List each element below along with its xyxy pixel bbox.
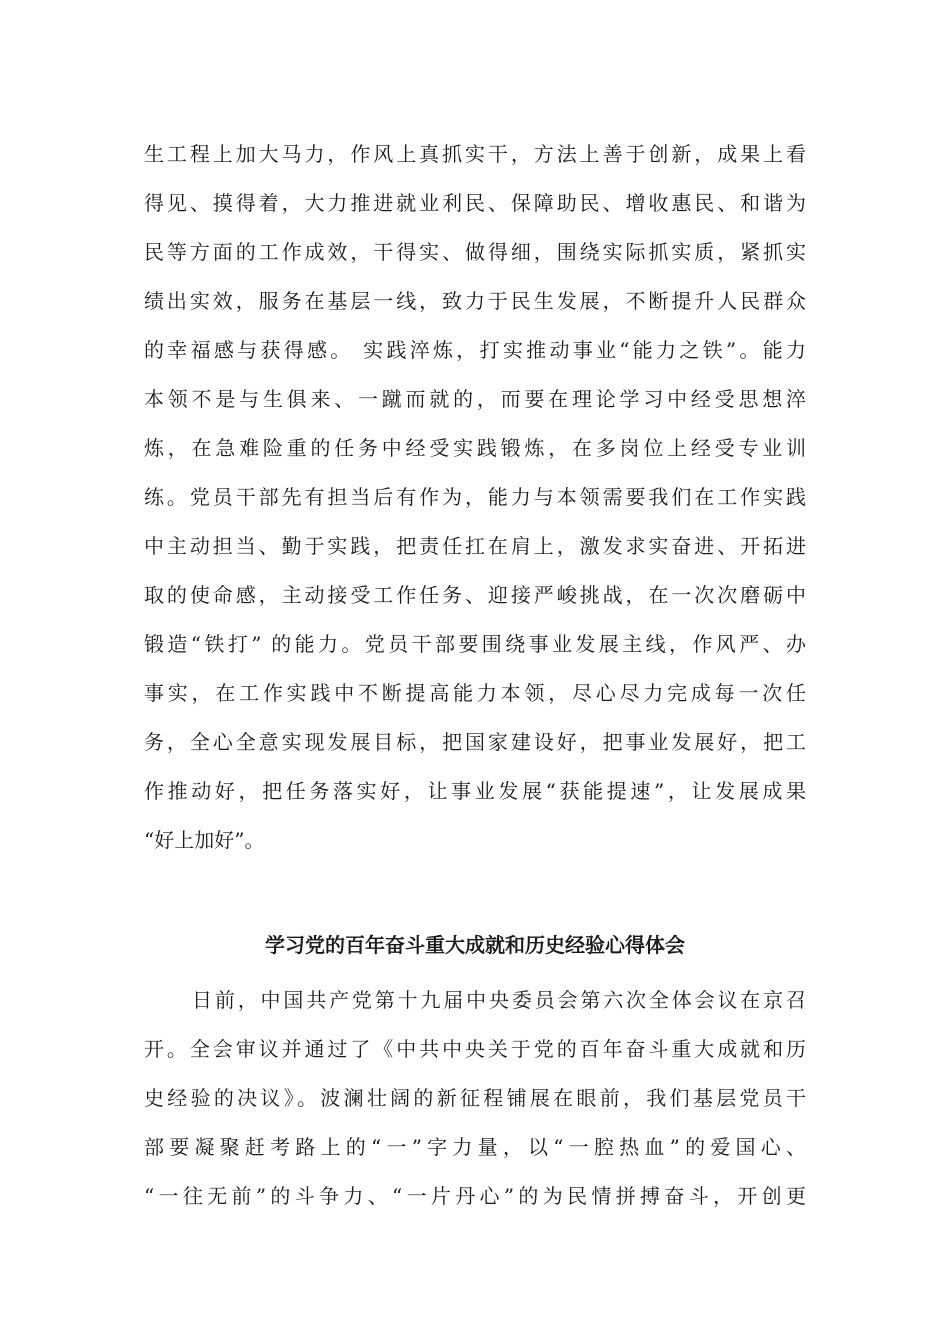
text-line: 取的使命感，主动接受工作任务、迎接严峻挑战，在一次次磨砺中 bbox=[144, 583, 806, 607]
text-line: “一往无前”的斗争力、“一片丹心”的为民情拼搏奋斗，开创更 bbox=[144, 1184, 806, 1208]
text-line: 日前，中国共产党第十九届中央委员会第六次全体会议在京召 bbox=[192, 988, 806, 1012]
text-line: 生工程上加大马力，作风上真抓实干，方法上善于创新，成果上看 bbox=[144, 142, 806, 166]
text-line: 得见、摸得着，大力推进就业利民、保障助民、增收惠民、和谐为 bbox=[144, 191, 806, 215]
text-line: 绩出实效，服务在基层一线，致力于民生发展，不断提升人民群众 bbox=[144, 289, 806, 313]
text-line: 的幸福感与获得感。 实践淬炼，打实推动事业“能力之铁”。能力 bbox=[144, 338, 806, 362]
text-line: 锻造“铁打” 的能力。党员干部要围绕事业发展主线，作风严、办 bbox=[144, 632, 806, 656]
text-line: 民等方面的工作成效，干得实、做得细，围绕实际抓实质，紧抓实 bbox=[144, 240, 806, 264]
text-line: “好上加好”。 bbox=[144, 828, 265, 852]
text-line: 部要凝聚赶考路上的“一”字力量，以“一腔热血”的爱国心、 bbox=[144, 1135, 806, 1159]
text-line: 中主动担当、勤于实践，把责任扛在肩上，激发求实奋进、开拓进 bbox=[144, 534, 806, 558]
text-line: 练。党员干部先有担当后有作为，能力与本领需要我们在工作实践 bbox=[144, 485, 806, 509]
text-line: 炼，在急难险重的任务中经受实践锻炼，在多岗位上经受专业训 bbox=[144, 436, 806, 460]
text-line: 开。全会审议并通过了《中共中央关于党的百年奋斗重大成就和历 bbox=[144, 1037, 806, 1061]
text-line: 作推动好，把任务落实好，让事业发展“获能提速”，让发展成果 bbox=[144, 779, 806, 803]
section-title: 学习党的百年奋斗重大成就和历史经验心得体会 bbox=[265, 933, 685, 957]
text-line: 务，全心全意实现发展目标，把国家建设好，把事业发展好，把工 bbox=[144, 730, 806, 754]
text-line: 史经验的决议》。波澜壮阔的新征程铺展在眼前，我们基层党员干 bbox=[144, 1086, 806, 1110]
text-line: 本领不是与生俱来、一蹴而就的，而要在理论学习中经受思想淬 bbox=[144, 387, 806, 411]
text-line: 事实，在工作实践中不断提高能力本领，尽心尽力完成每一次任 bbox=[144, 681, 806, 705]
